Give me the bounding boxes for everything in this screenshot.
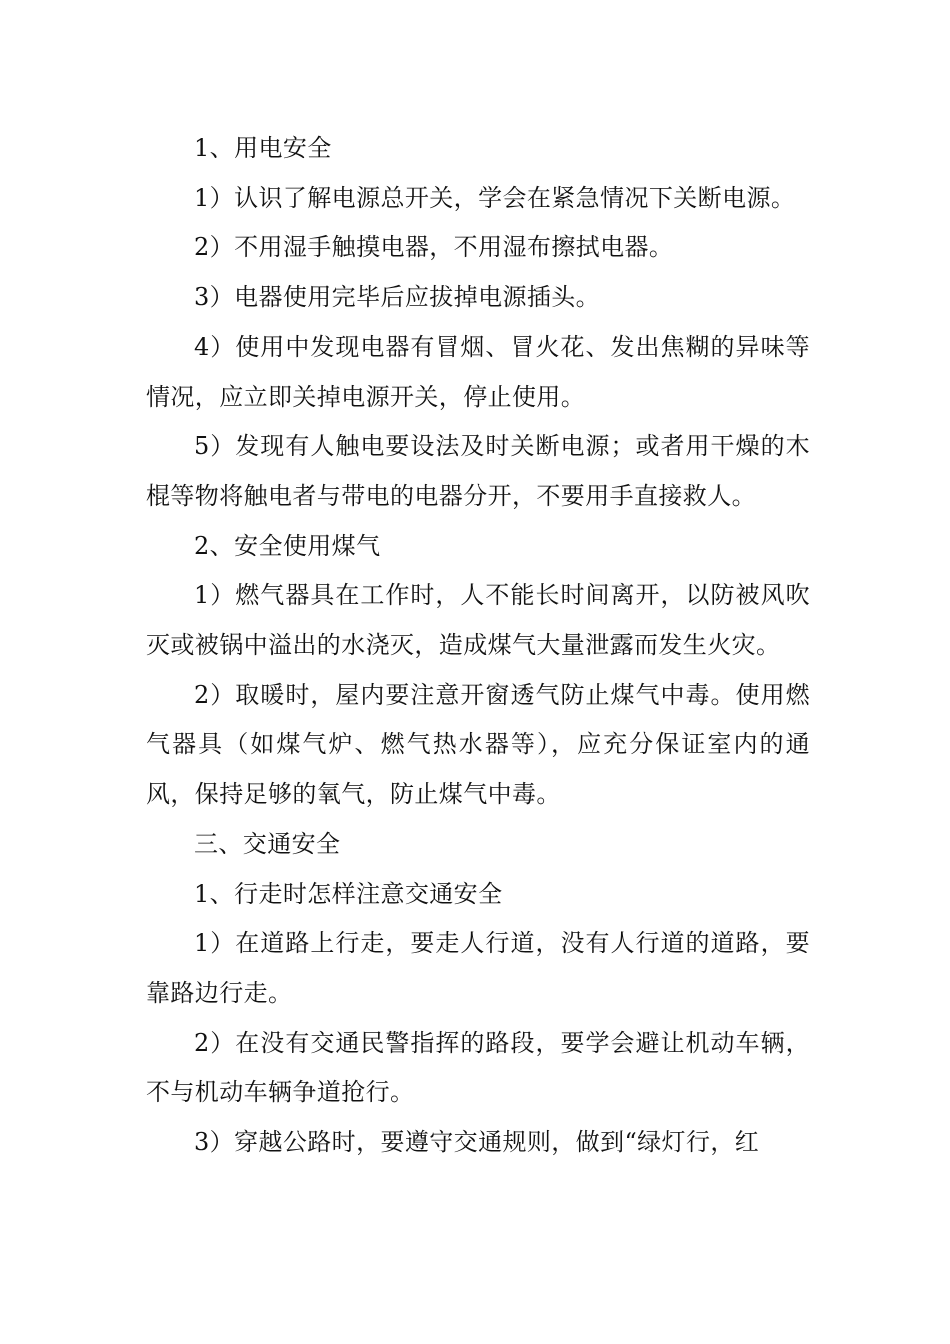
paragraph: 4）使用中发现电器有冒烟、冒火花、发出焦糊的异味等情况，应立即关掉电源开关，停止使用。 xyxy=(146,332,810,411)
paragraph: 1）认识了解电源总开关，学会在紧急情况下关断电源。 xyxy=(194,183,796,212)
section-heading-gas: 2、安全使用煤气 xyxy=(194,531,381,560)
paragraph: 1）燃气器具在工作时，人不能长时间离开，以防被风吹灭或被锅中溢出的水浇灭，造成煤气大量泄露而发生火灾。 xyxy=(146,581,810,660)
paragraph: 2）在没有交通民警指挥的路段，要学会避让机动车辆，不与机动车辆争道抢行。 xyxy=(146,1028,810,1107)
document-body xyxy=(146,124,810,1168)
paragraph: 5）发现有人触电要设法及时关断电源；或者用干燥的木棍等物将触电者与带电的电器分开，不要用手直接救人。 xyxy=(146,432,810,510)
subsection-heading-walking: 1、行走时怎样注意交通安全 xyxy=(194,879,503,908)
paragraph: 3）电器使用完毕后应拔掉电源插头。 xyxy=(194,283,601,312)
paragraph: 2）取暖时，屋内要注意开窗透气防止煤气中毒。使用燃气器具（如煤气炉、燃气热水器等），应充分保证室内的通风，保持足够的氧气，防止煤气中毒。 xyxy=(146,680,810,809)
paragraph: 1）在道路上行走，要走人行道，没有人行道的道路，要靠路边行走。 xyxy=(146,929,810,1007)
section-heading-electricity: 1、用电安全 xyxy=(194,134,332,162)
paragraph: 2）不用湿手触摸电器，不用湿布擦拭电器。 xyxy=(194,233,674,262)
paragraph: 3）穿越公路时，要遵守交通规则，做到“绿灯行，红 xyxy=(194,1128,760,1157)
section-heading-traffic: 三、交通安全 xyxy=(194,829,341,858)
